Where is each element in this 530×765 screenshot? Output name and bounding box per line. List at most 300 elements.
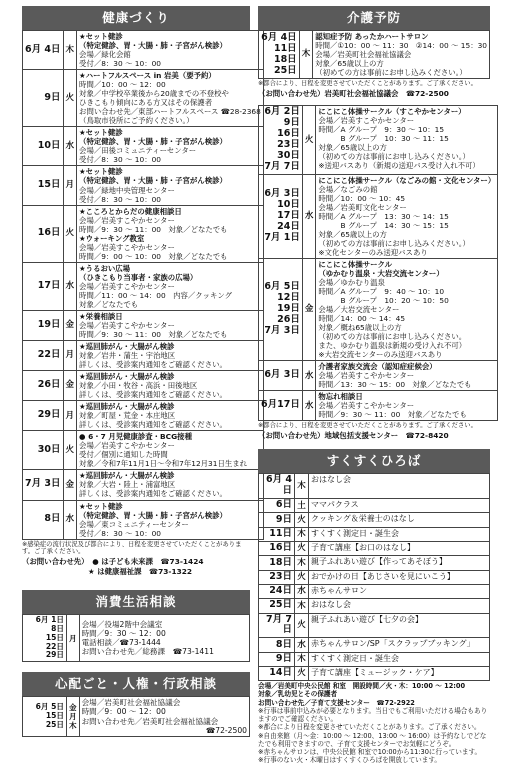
detail-line: 対象／65歳以上の方 <box>318 143 387 153</box>
sukusuku-row <box>259 570 490 584</box>
date-text: 16日 <box>37 227 61 239</box>
detail-line: お問い合わせ先／子育て支援センター ☎72-2922 <box>258 698 415 707</box>
detail-line: ★巡回肺がん・大腸がん検診 <box>79 402 175 412</box>
date-cell: 7月 7日 <box>259 613 295 638</box>
weekday-cell: 水 <box>63 262 77 310</box>
kenko-contact-1: （お問い合わせ先） ● は子ども未来課 ☎73-1424 <box>22 557 204 567</box>
sukusuku-row <box>259 638 490 652</box>
date-text: 17日 <box>277 209 300 221</box>
detail-line: ★巡回肺がん・大腸がん検診 <box>79 342 175 351</box>
detail-line: す。ご了承ください。 <box>22 548 85 556</box>
detail-line: ※感染症の流行状況及び都合により、日程を変更させていただくことがありま <box>22 540 242 548</box>
date-cell: 9日 <box>259 652 295 666</box>
detail-line: 対象／令和7年11月1日～令和7年12月31日生まれ <box>79 459 248 469</box>
weekday-cell: 火 <box>295 666 309 680</box>
detail-line: B グループ 10：30 ～ 11：15 <box>318 134 449 144</box>
detail-line: ※赤ちゃんサロンは、中央公民館 和室で10:00から11:30に行っています。 <box>258 748 482 757</box>
kenko-row <box>23 470 264 500</box>
event-details <box>77 500 264 539</box>
shohi-details <box>79 615 249 662</box>
date-cell <box>259 258 303 360</box>
detail-line: 会場／岩美すこやかセンター <box>79 242 175 252</box>
date-text: 6月 5日 <box>35 702 64 712</box>
event-title: すくすく測定日・誕生会 <box>309 527 490 541</box>
sukusuku-row <box>259 542 490 556</box>
detail-line: 時間／10：00 ～ 10：45 <box>318 193 406 203</box>
kokoro-weekdays <box>67 697 80 737</box>
event-title: おはなし会 <box>309 474 490 499</box>
detail-line: 会場／緑化会館 <box>79 50 131 60</box>
weekday-cell: 木 <box>295 527 309 541</box>
detail-line: 対象／小田・牧谷・高浜・田後地区 <box>79 381 198 391</box>
kenko-row <box>23 70 264 127</box>
date-cell <box>259 106 303 175</box>
detail-line: 詳しくは、受診案内通知をご確認ください。 <box>79 489 227 499</box>
detail-line: ★うるおい広場 <box>79 263 131 273</box>
date-cell: 11日 <box>259 527 295 541</box>
date-text: 25日 <box>273 64 297 76</box>
kaigo-exercise-table <box>258 105 498 421</box>
date-cell <box>23 166 64 205</box>
detail-line: 会場／岩美すこやかセンター <box>318 116 415 126</box>
date-text: 16日 <box>277 127 300 139</box>
kaigo-contact-1: （お問い合わせ先）岩美町社会福祉協議会 ☎72-2500 <box>258 89 449 99</box>
event-details <box>77 205 264 262</box>
weekday-cell: 月 <box>63 341 77 371</box>
kaigo-note-1: ※都合により、日程を変更させていただくことがあります。ご了承ください。 <box>258 80 477 88</box>
detail-line: ★ウォーキング教室 <box>79 233 145 243</box>
weekday-cell: 金 <box>63 310 77 340</box>
sukusuku-row <box>259 499 490 513</box>
detail-line: ※行事のない火・木曜日はすくすくひろばを開放しています。 <box>258 756 442 765</box>
kenko-row <box>23 310 264 340</box>
detail-line: 会場／緑地中央管理センター <box>79 185 175 195</box>
kenko-row <box>23 31 264 70</box>
detail-line: 時間／14：00 ～ 14：45 <box>318 314 406 324</box>
detail-line: 会場／なごみの館 <box>318 184 378 194</box>
detail-line: 会場／岩美すこやかセンター <box>79 215 175 225</box>
kenko-row <box>23 431 264 470</box>
detail-line: ● 6・7 月児健康診査・BCG接種 <box>79 432 192 442</box>
detail-line: 会場／岩美町中央公民館 和室 開設時間／火・木：10:00 ～ 12:00 <box>258 682 466 691</box>
event-details <box>77 31 264 70</box>
kenko-row <box>23 166 264 205</box>
detail-line: 対象／大岩・陸上・浦富地区 <box>79 480 176 490</box>
detail-line: にこにこ体操サークル（なごみの館・文化センター） <box>318 175 496 185</box>
detail-line: 会場／岩美すこやかセンター <box>318 401 415 411</box>
detail-line: 受付／8：30 ～ 10：00 <box>79 59 162 69</box>
sukusuku-header: すくすくひろば <box>258 449 490 473</box>
kenko-row <box>23 127 264 166</box>
weekday-cell: 火 <box>63 70 77 127</box>
date-text: 23日 <box>277 138 300 150</box>
detail-line: ※都合により日程を変更させていただくことがあります。ご了承ください。 <box>258 723 481 732</box>
event-details <box>77 262 264 310</box>
event-details <box>313 31 490 79</box>
sukusuku-table <box>258 473 490 681</box>
date-text: 15日 <box>37 179 61 191</box>
event-details <box>77 401 264 431</box>
shohi-weekday: 月 <box>67 615 80 662</box>
sukusuku-row <box>259 584 490 598</box>
date-cell <box>259 361 303 391</box>
sukusuku-footer <box>258 682 490 764</box>
event-title: すくすく測定日・誕生会 <box>309 652 490 666</box>
detail-line: （特定健診、胃・大腸・肺・子宮がん検診） <box>79 510 227 520</box>
weekday-cell: 金 <box>63 470 77 500</box>
event-details <box>77 166 264 205</box>
detail-line: 時間／10：00 ～ 12：00 <box>79 80 166 90</box>
detail-line: 対象／町屋・荒金・本庄地区 <box>79 411 176 421</box>
detail-line: 時間／9：30 ～ 12：00 <box>81 628 166 638</box>
date-cell: 18日 <box>259 556 295 570</box>
date-text: 17日 <box>37 279 61 291</box>
weekday-cell: 火 <box>295 613 309 638</box>
date-text: 15日 <box>45 632 64 642</box>
detail-line: （ゆかむり温泉・大岩交流センター） <box>318 268 444 278</box>
date-text: 8日 <box>44 513 61 525</box>
shohi-dates <box>23 615 67 662</box>
detail-line: ★セット健診 <box>79 32 123 41</box>
detail-line: 介護者家族交流会（認知症症候会） <box>318 362 437 372</box>
detail-line: （鳥取市役所にご予約ください。） <box>79 116 194 126</box>
detail-line: ※自由来館（月～金：10:00 ～ 12:00、13:00 ～ 16:00）は予約なしでどなたでも利用できますので、子育て支援センターでお気軽にどうぞ。 <box>258 731 487 748</box>
detail-line: （初めての方は事前にお申し込みください。） <box>318 238 470 248</box>
detail-line: 時間／A グループ 9：40 ～ 10：10 <box>318 286 445 296</box>
detail-line: 対象／概ね65歳以上の方 <box>318 323 402 333</box>
weekday-cell: 火 <box>63 205 77 262</box>
event-details <box>77 127 264 166</box>
weekday-cell: 火 <box>295 542 309 556</box>
date-cell: 24日 <box>259 584 295 598</box>
detail-line: ★巡回肺がん・大腸がん検診 <box>79 372 175 382</box>
kenko-notes <box>22 541 250 557</box>
event-title: 親子ふれあい遊び【七夕の会】 <box>309 613 490 638</box>
event-title: 子育て講座【ミュージック・ケア】 <box>309 666 490 680</box>
date-cell <box>23 127 64 166</box>
event-details <box>77 70 264 127</box>
detail-line: （特定健診、胃・大腸・肺・子宮がん検診） <box>79 176 227 186</box>
event-details <box>77 470 264 500</box>
date-cell: 9日 <box>259 513 295 527</box>
date-text: 6月 5日 <box>264 281 300 293</box>
detail-line: 会場／田後コミュニティーセンター <box>79 146 197 156</box>
date-cell <box>23 401 64 431</box>
detail-line: 時間／11：00 ～ 14：00 内容／クッキング <box>79 290 233 300</box>
detail-line: ★ハートフルスペース in 岩美（要予約） <box>79 71 216 81</box>
detail-line: お問い合わせ先／総務課 ☎73-1411 <box>81 647 214 657</box>
date-cell <box>23 500 64 539</box>
detail-line: B グループ 14：30 ～ 15：15 <box>318 220 449 230</box>
sukusuku-row <box>259 613 490 638</box>
detail-line: ★こころとからだの健康相談日 <box>79 206 182 216</box>
detail-line: （初めての方は事前にお申し込みください。） <box>315 68 467 78</box>
event-title: クッキング＆栄養士のはなし <box>309 513 490 527</box>
event-details <box>77 431 264 470</box>
date-text: 6月 3日 <box>264 187 300 199</box>
kenko-row <box>23 371 264 401</box>
date-cell <box>23 262 64 310</box>
kokoro-dates <box>23 697 67 737</box>
date-cell: 14日 <box>259 666 295 680</box>
kenko-row <box>23 500 264 539</box>
date-text: 7月 3日 <box>264 324 300 336</box>
date-text: 30日 <box>277 149 300 161</box>
detail-line: また、ゆかむり温泉は新規の受け入れ不可） <box>318 341 467 351</box>
detail-line: にこにこ体操サークル <box>318 259 393 269</box>
weekday-cell: 金 <box>63 371 77 401</box>
detail-line: お問い合わせ先／岩美町社会福祉協議会 <box>81 716 219 726</box>
date-text: 6月 4日 <box>25 43 61 55</box>
date-text: 29日 <box>37 409 61 421</box>
date-cell: 6月 4日 <box>259 474 295 499</box>
detail-line: 時間／A グループ 13：30 ～ 14：15 <box>318 211 449 221</box>
kaigo-row <box>259 106 498 175</box>
detail-line: ★セット健診 <box>79 128 123 138</box>
date-cell: 25日 <box>259 599 295 613</box>
date-text: 10日 <box>277 198 300 210</box>
left-column <box>22 6 261 737</box>
detail-line: 会場／岩美町文化センター <box>318 202 407 212</box>
date-text: 11日 <box>273 42 297 54</box>
detail-line: 詳しくは、受診案内通知をご確認ください。 <box>79 420 227 430</box>
detail-line: 詳しくは、受診案内通知をご確認ください。 <box>79 360 227 370</box>
kaigo-contact-2: （お問い合わせ先）地域包括支援センター ☎72-8420 <box>258 431 449 441</box>
sukusuku-row <box>259 527 490 541</box>
weekday-cell: 木 <box>295 652 309 666</box>
weekday-cell: 水 <box>295 638 309 652</box>
detail-line: 会場／岩美すこやかセンター <box>318 371 415 381</box>
weekday-cell: 水 <box>63 500 77 539</box>
kenko-contact-2: ★ は健康福祉課 ☎73-1322 <box>88 567 193 577</box>
date-cell: 8日 <box>259 638 295 652</box>
kaigo-row <box>259 31 490 79</box>
detail-line: 対象／どなたでも <box>79 299 139 309</box>
event-title: 親子ふれあい遊び【作ってあそぼう】 <box>309 556 490 570</box>
detail-line: ☎72-2500 <box>205 725 247 735</box>
detail-line: ※文化センターのみ送迎バスあり <box>318 247 428 257</box>
kenko-row <box>23 262 264 310</box>
date-text: 26日 <box>277 313 300 325</box>
date-cell: 6日 <box>259 499 295 513</box>
event-details <box>316 174 498 258</box>
detail-line: （初めての方は事前にお申し込みください。 <box>318 332 467 342</box>
date-text: 9日 <box>283 116 300 128</box>
detail-line: 時間／9：30 ～ 11：00 対象／どなたでも <box>79 329 228 339</box>
detail-line: ※大岩交流センターのみ送迎バスあり <box>318 350 443 360</box>
sukusuku-row <box>259 599 490 613</box>
date-cell: 23日 <box>259 570 295 584</box>
kenko-schedule-table <box>22 30 264 540</box>
detail-line: 会場／岩美すこやかセンター <box>79 320 175 330</box>
date-text: 8日 <box>51 624 64 634</box>
detail-line: 時間／13：30 ～ 15：00 対象／どなたでも <box>318 380 472 390</box>
date-text: 26日 <box>37 379 61 391</box>
date-text: 9日 <box>44 91 61 103</box>
date-text: 24日 <box>277 220 300 232</box>
weekday-cell: 火 <box>295 513 309 527</box>
date-cell <box>23 470 64 500</box>
detail-line: にこにこ体操サークル（すこやかセンター） <box>318 107 466 117</box>
date-text: 30日 <box>37 443 61 455</box>
weekday-cell: 水 <box>302 174 316 258</box>
kaigo-header: 介護予防 <box>258 6 490 30</box>
detail-line: 時間／A グループ 9：30 ～ 10：15 <box>318 125 445 135</box>
weekday-text: 金 <box>69 702 77 712</box>
detail-line: 受付／個別に通知した時間 <box>79 450 168 460</box>
weekday-cell: 水 <box>302 391 316 421</box>
weekday-cell: 木 <box>299 31 313 79</box>
shohi-header: 消費生活相談 <box>22 590 250 614</box>
detail-line: ★セット健診 <box>79 501 123 511</box>
detail-line: ※送迎バスあり（新規の送迎バス受け入れ不可） <box>318 161 480 171</box>
detail-line: 受付／8：30 ～ 10：00 <box>79 194 162 204</box>
date-text: 6月 1日 <box>35 615 64 625</box>
date-text: 10日 <box>37 139 61 151</box>
weekday-cell: 金 <box>302 258 316 360</box>
date-text: 7月 7日 <box>264 160 300 172</box>
date-cell <box>23 431 64 470</box>
detail-line: お問い合わせ先／東部ハートフルスペース ☎28-2368 <box>79 107 261 117</box>
detail-line: ★セット健診 <box>79 167 123 177</box>
weekday-cell: 水 <box>63 127 77 166</box>
detail-line: ひきこもり傾向にある方又はその保護者 <box>79 98 213 108</box>
sukusuku-row <box>259 666 490 680</box>
weekday-text: 月 <box>69 711 77 721</box>
detail-line: 会場／役場2階中会議室 <box>81 619 163 629</box>
kaigo-row <box>259 258 498 360</box>
event-title: おはなし会 <box>309 599 490 613</box>
date-cell: 16日 <box>259 542 295 556</box>
date-text: 22日 <box>45 641 64 651</box>
weekday-cell: 火 <box>295 570 309 584</box>
right-column <box>258 6 496 765</box>
event-details <box>77 341 264 371</box>
date-cell <box>23 341 64 371</box>
event-title: 子育て講座【お口のはなし】 <box>309 542 490 556</box>
sukusuku-row <box>259 652 490 666</box>
date-text: 22日 <box>37 349 61 361</box>
date-text: 6月17日 <box>261 399 300 411</box>
event-details <box>77 310 264 340</box>
detail-line: 会場／岩美町社会福祉協議会 <box>315 50 412 60</box>
weekday-cell: 水 <box>302 361 316 391</box>
date-text: 25日 <box>45 719 64 729</box>
event-details <box>77 371 264 401</box>
detail-line: 会場／岩美すこやかセンター <box>79 281 175 291</box>
weekday-cell: 木 <box>295 474 309 499</box>
sukusuku-row <box>259 556 490 570</box>
event-details <box>316 361 498 391</box>
detail-line: （特定健診、胃・大腸・肺・子宮がん検診） <box>79 137 227 147</box>
detail-line: 会場／東コミュニティーセンター <box>79 519 189 529</box>
event-title: 赤ちゃんサロン/SP「スクラップブッキング」 <box>309 638 490 652</box>
detail-line: 時間／9：00 ～ 12：00 <box>81 707 166 717</box>
kenko-row <box>23 401 264 431</box>
kaigo-note-2: ※都合により、日程を変更させていただくことがあります。ご了承ください。 <box>258 422 477 430</box>
date-cell <box>23 31 64 70</box>
date-text: 6月 4日 <box>261 31 297 43</box>
detail-line: 会場／岩美すこやかセンター <box>79 441 175 451</box>
date-cell <box>23 371 64 401</box>
kaigo-salon-table <box>258 30 490 79</box>
event-title: おでかけの日【あじさいを見にいこう】 <box>309 570 490 584</box>
detail-line: ★巡回肺がん・大腸がん検診 <box>79 471 175 481</box>
date-text: 15日 <box>45 711 64 721</box>
detail-line: ※行事は事前申込みが必要となります。当日でもご利用いただける場合もありますのでご確認ください。 <box>258 706 488 724</box>
detail-line: 会場／ゆかむり温泉 <box>318 277 385 287</box>
kokoro-details <box>79 697 249 737</box>
detail-line: ★栄養相談日 <box>79 311 123 321</box>
date-text: 19日 <box>277 303 300 315</box>
date-cell <box>259 391 303 421</box>
detail-line: （初めての方は事前にお申し込みください。） <box>318 152 470 162</box>
detail-line: 詳しくは、受診案内通知をご確認ください。 <box>79 390 227 400</box>
date-text: 18日 <box>273 53 297 65</box>
weekday-text: 木 <box>69 721 77 731</box>
event-title: ママパクラス <box>309 499 490 513</box>
weekday-cell: 木 <box>63 31 77 70</box>
date-text: 19日 <box>37 318 61 330</box>
detail-line: 会場／岩美町社会福祉協議会 <box>81 698 181 707</box>
detail-line: （特定健診、胃・大腸・肺・子宮がん検診） <box>79 41 227 51</box>
sukusuku-row <box>259 513 490 527</box>
event-details <box>316 391 498 421</box>
event-details <box>316 258 498 360</box>
detail-line: 時間／9：00 ～ 10：00 対象／どなたでも <box>79 251 228 261</box>
date-cell <box>23 70 64 127</box>
weekday-cell: 木 <box>295 599 309 613</box>
shohi-table <box>22 614 250 662</box>
weekday-cell: 月 <box>63 401 77 431</box>
detail-line: 時間／①10：00 ～ 11：30 ②14：00 ～ 15：30 <box>315 41 487 51</box>
kaigo-row <box>259 174 498 258</box>
weekday-cell: 月 <box>63 166 77 205</box>
weekday-cell: 火 <box>63 431 77 470</box>
detail-line: B グループ 10：20 ～ 10：50 <box>318 295 449 305</box>
detail-line: 時間／9：30 ～ 11：00 対象／どなたでも <box>79 224 228 234</box>
kenko-header: 健康づくり <box>22 6 250 30</box>
date-text: 6月 3日 <box>264 369 300 381</box>
detail-line: 対象／岩井・蒲生・宇治地区 <box>79 351 176 361</box>
weekday-cell: 土 <box>295 499 309 513</box>
weekday-cell: 木 <box>295 556 309 570</box>
date-text: 12日 <box>277 292 300 304</box>
date-cell <box>259 174 303 258</box>
detail-line: 対象／中学校卒業後から20歳までの不登校や <box>79 89 229 99</box>
detail-line: 対象／65歳以上の方 <box>315 59 384 69</box>
date-cell <box>23 310 64 340</box>
date-text: 6月 2日 <box>264 106 300 118</box>
detail-line: 物忘れ相談日 <box>318 392 363 402</box>
date-cell <box>23 205 64 262</box>
weekday-cell: 火 <box>302 106 316 175</box>
kenko-row <box>23 341 264 371</box>
kaigo-row <box>259 361 498 391</box>
weekday-cell: 水 <box>295 584 309 598</box>
event-title: 赤ちゃんサロン <box>309 584 490 598</box>
sukusuku-row <box>259 474 490 499</box>
kokoro-header: 心配ごと・人権・行政相談 <box>22 672 250 696</box>
kenko-row <box>23 205 264 262</box>
kaigo-row <box>259 391 498 421</box>
date-text: 29日 <box>45 650 64 660</box>
date-cell <box>259 31 300 79</box>
detail-line: 電話相談／☎73-1444 <box>81 638 161 648</box>
date-text: 7月 3日 <box>25 478 61 490</box>
detail-line: 受付／8：30 ～ 10：00 <box>79 528 162 538</box>
detail-line: 対象／65歳以上の方 <box>318 229 387 239</box>
